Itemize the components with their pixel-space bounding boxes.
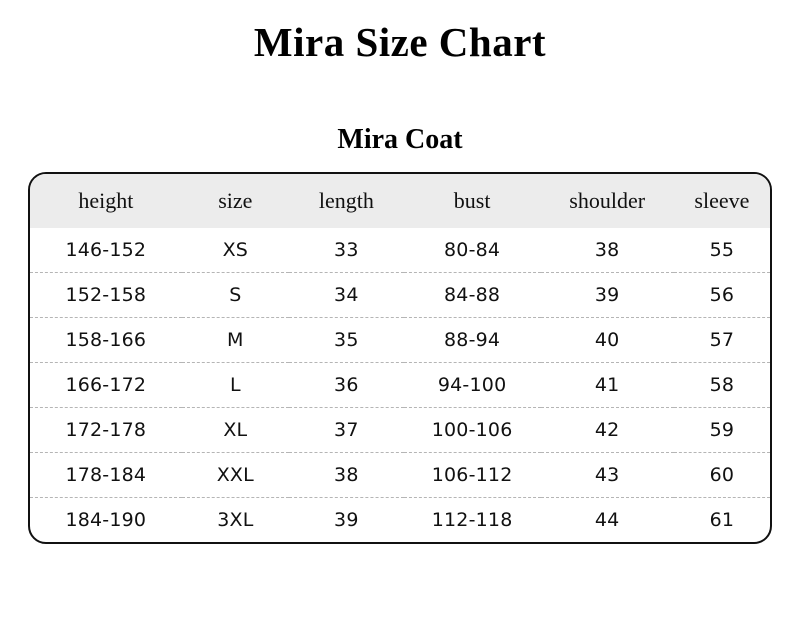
page-title: Mira Size Chart — [253, 19, 547, 65]
column-header-bust: bust — [453, 188, 491, 213]
cell-height: 166-172 — [30, 363, 182, 408]
table-row — [30, 228, 770, 273]
cell-sleeve: 60 — [674, 453, 770, 498]
section-title: Mira Coat — [337, 124, 463, 155]
cell-shoulder: 42 — [541, 408, 674, 453]
cell-sleeve: 56 — [674, 273, 770, 318]
cell-length: 39 — [289, 498, 404, 543]
cell-shoulder: 39 — [541, 273, 674, 318]
cell-length: 33 — [334, 239, 359, 261]
cell-bust: 94-100 — [404, 363, 541, 408]
cell-bust: 112-118 — [404, 498, 541, 543]
table-row — [30, 498, 770, 543]
cell-shoulder: 40 — [541, 318, 674, 363]
table-header-row — [30, 174, 770, 228]
cell-size: L — [182, 363, 289, 408]
cell-bust: 100-106 — [404, 408, 541, 453]
cell-bust: 88-94 — [404, 318, 541, 363]
column-header-length: length — [318, 188, 374, 213]
cell-sleeve: 61 — [674, 498, 770, 543]
cell-size: S — [182, 273, 289, 318]
cell-length: 36 — [289, 363, 404, 408]
cell-shoulder: 38 — [594, 239, 620, 261]
cell-sleeve: 57 — [674, 318, 770, 363]
cell-sleeve: 55 — [709, 239, 735, 261]
cell-size: M — [182, 318, 289, 363]
table-row — [30, 453, 770, 498]
cell-size: 3XL — [182, 498, 289, 543]
cell-shoulder: 44 — [541, 498, 674, 543]
cell-sleeve: 58 — [674, 363, 770, 408]
column-header-height: height — [78, 188, 134, 213]
cell-size: XL — [182, 408, 289, 453]
table-row — [30, 363, 770, 408]
size-chart-page — [0, 18, 800, 619]
table-body — [30, 228, 770, 542]
column-header-size: size — [218, 188, 253, 213]
cell-shoulder: 41 — [541, 363, 674, 408]
cell-length: 37 — [289, 408, 404, 453]
size-table — [30, 174, 770, 542]
table-header — [30, 174, 770, 228]
cell-size: XS — [222, 239, 249, 261]
cell-sleeve: 59 — [674, 408, 770, 453]
cell-bust: 106-112 — [404, 453, 541, 498]
cell-height: 152-158 — [30, 273, 182, 318]
cell-length: 38 — [289, 453, 404, 498]
cell-shoulder: 43 — [541, 453, 674, 498]
cell-size: XXL — [182, 453, 289, 498]
cell-length: 34 — [289, 273, 404, 318]
column-header-shoulder: shoulder — [569, 188, 646, 213]
table-row — [30, 318, 770, 363]
cell-height: 184-190 — [30, 498, 182, 543]
cell-bust: 84-88 — [404, 273, 541, 318]
cell-height: 158-166 — [30, 318, 182, 363]
cell-height: 178-184 — [30, 453, 182, 498]
cell-height: 146-152 — [65, 239, 147, 261]
cell-bust: 80-84 — [444, 239, 501, 261]
table-row — [30, 273, 770, 318]
cell-length: 35 — [289, 318, 404, 363]
table-row — [30, 408, 770, 453]
size-table-container — [28, 172, 772, 544]
column-header-sleeve: sleeve — [694, 188, 750, 213]
cell-height: 172-178 — [30, 408, 182, 453]
